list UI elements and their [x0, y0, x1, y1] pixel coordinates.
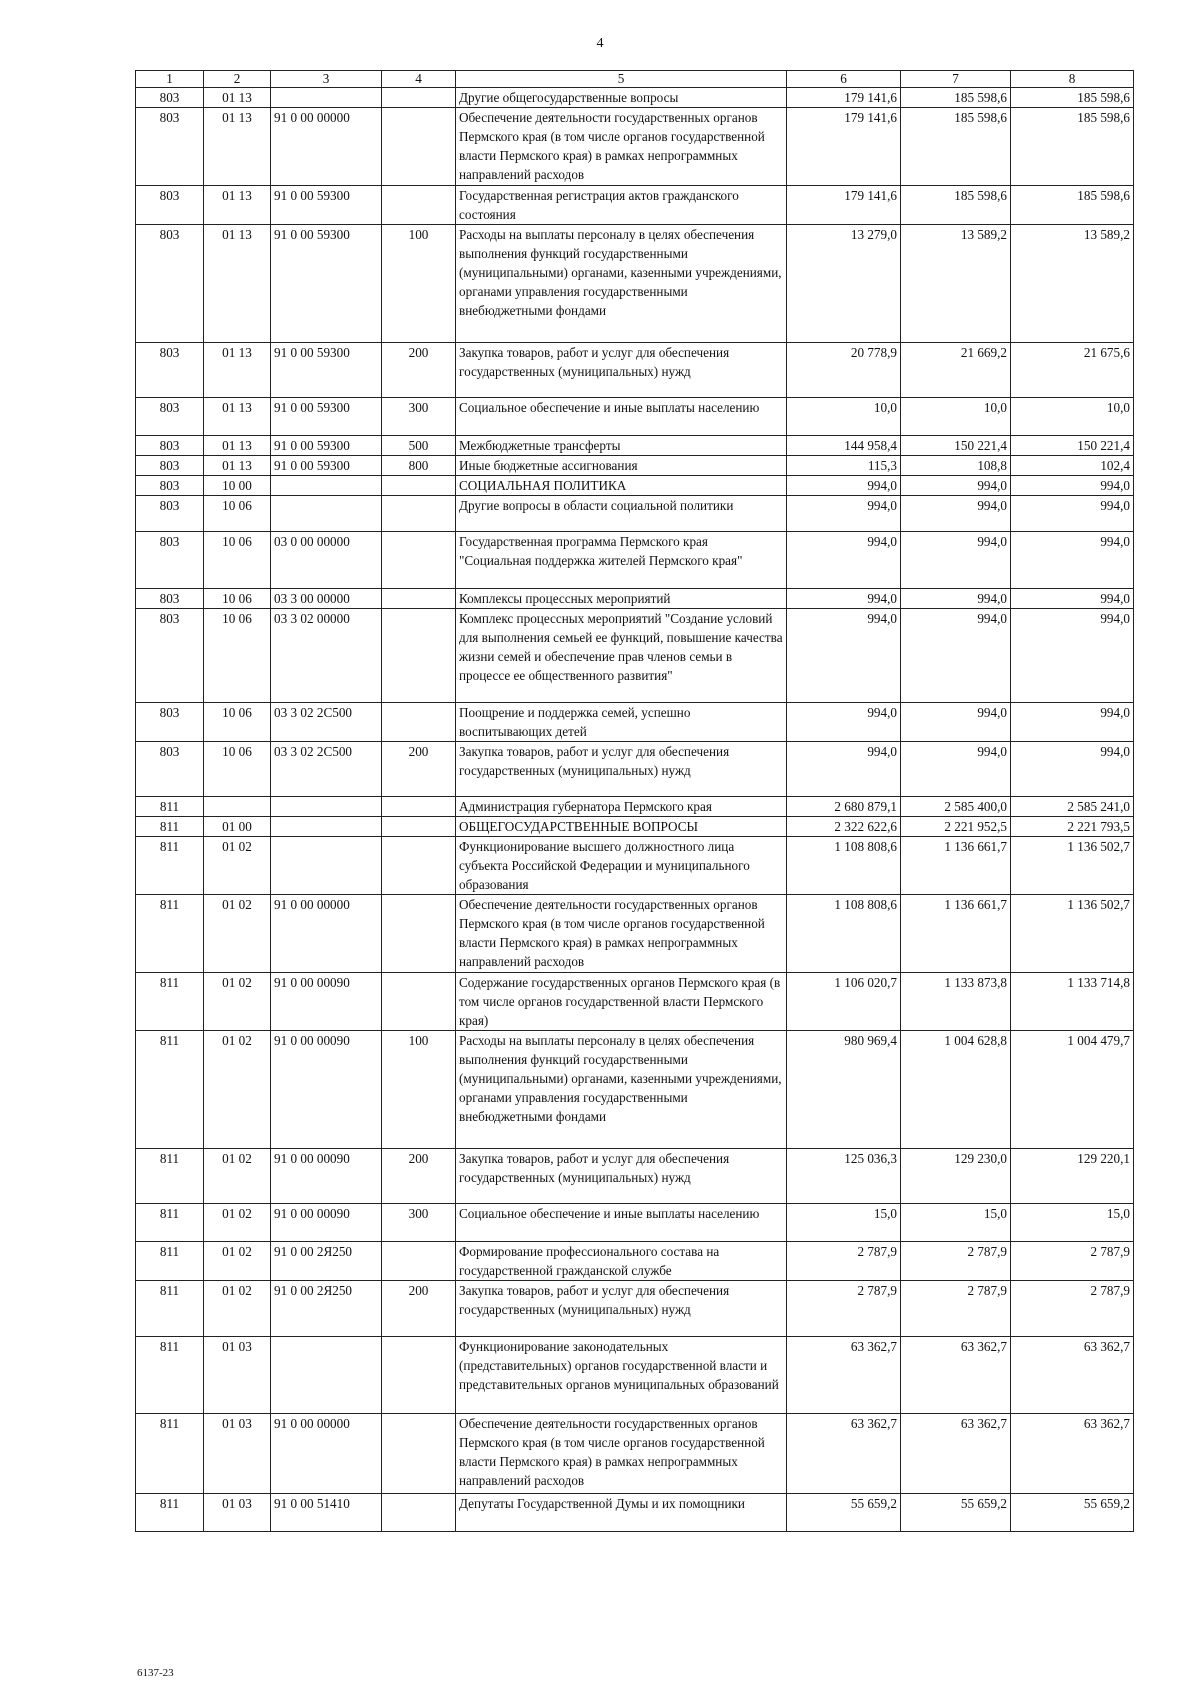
cell-amount-7: 994,0	[901, 703, 1011, 742]
cell-target-article	[271, 496, 382, 532]
cell-amount-7: 1 004 628,8	[901, 1031, 1011, 1149]
column-header: 8	[1011, 71, 1134, 88]
cell-target-article: 91 0 00 2Я250	[271, 1242, 382, 1281]
table-row	[136, 1494, 1134, 1532]
cell-target-article	[271, 797, 382, 817]
cell-expense-type: 200	[382, 1281, 456, 1337]
cell-amount-6: 2 787,9	[787, 1281, 901, 1337]
cell-target-article: 91 0 00 00000	[271, 1414, 382, 1494]
cell-section: 01 02	[204, 895, 271, 973]
cell-target-article: 03 0 00 00000	[271, 532, 382, 589]
cell-expense-type	[382, 837, 456, 895]
cell-section: 01 13	[204, 225, 271, 343]
cell-amount-7: 1 136 661,7	[901, 895, 1011, 973]
cell-amount-6: 10,0	[787, 398, 901, 436]
table-row	[136, 895, 1134, 973]
cell-description: Обеспечение деятельности государственных органов Пермского края (в том числе органов государственной власти Пермского края) в рамках непрограммных направлений расходов	[456, 108, 787, 186]
table-row	[136, 1281, 1134, 1337]
cell-target-article: 91 0 00 59300	[271, 343, 382, 398]
cell-target-article	[271, 476, 382, 496]
cell-gr: 811	[136, 1149, 204, 1204]
cell-target-article: 91 0 00 59300	[271, 225, 382, 343]
table-row	[136, 589, 1134, 609]
cell-gr: 811	[136, 817, 204, 837]
cell-target-article	[271, 817, 382, 837]
cell-section: 01 03	[204, 1337, 271, 1414]
cell-amount-8: 994,0	[1011, 742, 1134, 797]
cell-description: Формирование профессионального состава на государственной гражданской службе	[456, 1242, 787, 1281]
cell-section: 10 06	[204, 703, 271, 742]
cell-amount-8: 994,0	[1011, 476, 1134, 496]
cell-amount-8: 994,0	[1011, 532, 1134, 589]
cell-amount-7: 185 598,6	[901, 88, 1011, 108]
cell-amount-8: 994,0	[1011, 589, 1134, 609]
table-row	[136, 532, 1134, 589]
cell-amount-6: 63 362,7	[787, 1414, 901, 1494]
cell-amount-8: 63 362,7	[1011, 1337, 1134, 1414]
cell-amount-7: 185 598,6	[901, 186, 1011, 225]
cell-target-article: 03 3 02 2С500	[271, 703, 382, 742]
cell-amount-8: 15,0	[1011, 1204, 1134, 1242]
cell-description: Поощрение и поддержка семей, успешно воспитывающих детей	[456, 703, 787, 742]
cell-expense-type	[382, 532, 456, 589]
cell-description: Обеспечение деятельности государственных органов Пермского края (в том числе органов государственной власти Пермского края) в рамках непрограммных направлений расходов	[456, 895, 787, 973]
cell-section: 01 13	[204, 108, 271, 186]
cell-gr: 803	[136, 609, 204, 703]
cell-expense-type	[382, 1494, 456, 1532]
cell-description: Расходы на выплаты персоналу в целях обеспечения выполнения функций государственными (муниципальными) органами, казенными учреждениями, органами управления государственными внебюджетными фондами	[456, 225, 787, 343]
cell-amount-8: 185 598,6	[1011, 186, 1134, 225]
cell-amount-6: 994,0	[787, 589, 901, 609]
cell-description: Социальное обеспечение и иные выплаты населению	[456, 1204, 787, 1242]
table-row	[136, 186, 1134, 225]
budget-table-body	[136, 88, 1134, 1532]
cell-target-article: 91 0 00 00000	[271, 108, 382, 186]
cell-amount-7: 1 133 873,8	[901, 973, 1011, 1031]
cell-expense-type: 500	[382, 436, 456, 456]
table-row	[136, 476, 1134, 496]
cell-amount-7: 994,0	[901, 742, 1011, 797]
cell-amount-6: 55 659,2	[787, 1494, 901, 1532]
table-row	[136, 343, 1134, 398]
cell-amount-6: 115,3	[787, 456, 901, 476]
cell-amount-8: 2 787,9	[1011, 1242, 1134, 1281]
cell-amount-6: 179 141,6	[787, 186, 901, 225]
cell-amount-6: 1 108 808,6	[787, 837, 901, 895]
cell-gr: 803	[136, 436, 204, 456]
cell-section: 01 03	[204, 1414, 271, 1494]
cell-description: Социальное обеспечение и иные выплаты населению	[456, 398, 787, 436]
cell-amount-6: 994,0	[787, 496, 901, 532]
cell-description: Комплекс процессных мероприятий "Создание условий для выполнения семьей ее функций, повышение качества жизни семей и обеспечение прав членов семьи в процессе ее общественного развития"	[456, 609, 787, 703]
cell-description: Закупка товаров, работ и услуг для обеспечения государственных (муниципальных) нужд	[456, 742, 787, 797]
cell-description: ОБЩЕГОСУДАРСТВЕННЫЕ ВОПРОСЫ	[456, 817, 787, 837]
cell-gr: 811	[136, 1204, 204, 1242]
cell-description: Другие вопросы в области социальной политики	[456, 496, 787, 532]
cell-amount-6: 994,0	[787, 703, 901, 742]
cell-amount-8: 21 675,6	[1011, 343, 1134, 398]
cell-amount-8: 994,0	[1011, 609, 1134, 703]
cell-section: 01 02	[204, 837, 271, 895]
table-row	[136, 1242, 1134, 1281]
cell-amount-6: 994,0	[787, 609, 901, 703]
cell-description: Государственная регистрация актов гражданского состояния	[456, 186, 787, 225]
cell-amount-7: 2 585 400,0	[901, 797, 1011, 817]
cell-description: Администрация губернатора Пермского края	[456, 797, 787, 817]
cell-target-article: 91 0 00 59300	[271, 186, 382, 225]
cell-amount-8: 185 598,6	[1011, 88, 1134, 108]
cell-amount-6: 179 141,6	[787, 88, 901, 108]
cell-gr: 811	[136, 895, 204, 973]
cell-section: 01 00	[204, 817, 271, 837]
cell-section: 10 06	[204, 589, 271, 609]
cell-gr: 811	[136, 1414, 204, 1494]
cell-section: 01 13	[204, 456, 271, 476]
cell-section: 01 02	[204, 1204, 271, 1242]
cell-section: 10 06	[204, 496, 271, 532]
cell-expense-type	[382, 703, 456, 742]
table-row	[136, 609, 1134, 703]
table-row	[136, 88, 1134, 108]
cell-gr: 803	[136, 88, 204, 108]
column-header: 7	[901, 71, 1011, 88]
cell-description: Межбюджетные трансферты	[456, 436, 787, 456]
cell-section: 01 13	[204, 88, 271, 108]
cell-amount-8: 63 362,7	[1011, 1414, 1134, 1494]
table-row	[136, 1031, 1134, 1149]
cell-gr: 803	[136, 343, 204, 398]
page-number: 4	[596, 36, 604, 51]
cell-description: Государственная программа Пермского края "Социальная поддержка жителей Пермского края"	[456, 532, 787, 589]
cell-section: 01 13	[204, 398, 271, 436]
cell-amount-6: 2 322 622,6	[787, 817, 901, 837]
cell-description: Закупка товаров, работ и услуг для обеспечения государственных (муниципальных) нужд	[456, 1281, 787, 1337]
cell-section: 01 02	[204, 1242, 271, 1281]
cell-gr: 811	[136, 797, 204, 817]
cell-amount-8: 1 004 479,7	[1011, 1031, 1134, 1149]
cell-amount-8: 10,0	[1011, 398, 1134, 436]
cell-target-article: 03 3 00 00000	[271, 589, 382, 609]
cell-description: Функционирование высшего должностного лица субъекта Российской Федерации и муниципального образования	[456, 837, 787, 895]
cell-gr: 803	[136, 456, 204, 476]
cell-amount-7: 994,0	[901, 476, 1011, 496]
cell-expense-type: 300	[382, 398, 456, 436]
cell-amount-8: 1 136 502,7	[1011, 837, 1134, 895]
column-header: 6	[787, 71, 901, 88]
cell-section: 01 03	[204, 1494, 271, 1532]
table-row	[136, 1337, 1134, 1414]
cell-section: 10 00	[204, 476, 271, 496]
cell-description: Иные бюджетные ассигнования	[456, 456, 787, 476]
cell-gr: 803	[136, 703, 204, 742]
cell-amount-6: 20 778,9	[787, 343, 901, 398]
table-row	[136, 398, 1134, 436]
cell-description: Содержание государственных органов Пермского края (в том числе органов государственной власти Пермского края)	[456, 973, 787, 1031]
column-header: 5	[456, 71, 787, 88]
cell-gr: 803	[136, 496, 204, 532]
cell-expense-type	[382, 476, 456, 496]
cell-gr: 803	[136, 589, 204, 609]
cell-target-article: 91 0 00 59300	[271, 436, 382, 456]
table-row	[136, 817, 1134, 837]
cell-amount-7: 1 136 661,7	[901, 837, 1011, 895]
cell-amount-6: 63 362,7	[787, 1337, 901, 1414]
table-row	[136, 456, 1134, 476]
cell-amount-6: 2 680 879,1	[787, 797, 901, 817]
cell-expense-type	[382, 108, 456, 186]
cell-amount-8: 2 787,9	[1011, 1281, 1134, 1337]
cell-amount-7: 63 362,7	[901, 1414, 1011, 1494]
cell-description: Закупка товаров, работ и услуг для обеспечения государственных (муниципальных) нужд	[456, 1149, 787, 1204]
cell-target-article: 91 0 00 00090	[271, 1204, 382, 1242]
cell-target-article: 91 0 00 2Я250	[271, 1281, 382, 1337]
cell-target-article: 91 0 00 59300	[271, 456, 382, 476]
cell-amount-8: 150 221,4	[1011, 436, 1134, 456]
cell-amount-7: 150 221,4	[901, 436, 1011, 456]
cell-amount-8: 1 136 502,7	[1011, 895, 1134, 973]
table-row	[136, 436, 1134, 456]
cell-amount-7: 994,0	[901, 609, 1011, 703]
cell-amount-8: 1 133 714,8	[1011, 973, 1134, 1031]
cell-target-article	[271, 837, 382, 895]
cell-description: Функционирование законодательных (представительных) органов государственной власти и представительных органов муниципальных образований	[456, 1337, 787, 1414]
cell-description: Обеспечение деятельности государственных органов Пермского края (в том числе органов государственной власти Пермского края) в рамках непрограммных направлений расходов	[456, 1414, 787, 1494]
cell-amount-8: 55 659,2	[1011, 1494, 1134, 1532]
table-row	[136, 742, 1134, 797]
cell-description: Депутаты Государственной Думы и их помощники	[456, 1494, 787, 1532]
cell-gr: 803	[136, 476, 204, 496]
table-row	[136, 225, 1134, 343]
cell-amount-6: 125 036,3	[787, 1149, 901, 1204]
cell-target-article: 91 0 00 00090	[271, 1031, 382, 1149]
cell-section: 01 02	[204, 1281, 271, 1337]
cell-expense-type	[382, 817, 456, 837]
cell-expense-type: 100	[382, 1031, 456, 1149]
cell-amount-7: 15,0	[901, 1204, 1011, 1242]
table-row	[136, 973, 1134, 1031]
cell-expense-type	[382, 895, 456, 973]
cell-amount-7: 13 589,2	[901, 225, 1011, 343]
cell-expense-type	[382, 88, 456, 108]
cell-section: 01 02	[204, 1149, 271, 1204]
cell-amount-6: 1 108 808,6	[787, 895, 901, 973]
cell-gr: 803	[136, 398, 204, 436]
cell-amount-7: 129 230,0	[901, 1149, 1011, 1204]
table-row	[136, 837, 1134, 895]
cell-amount-6: 144 958,4	[787, 436, 901, 456]
cell-target-article	[271, 1337, 382, 1414]
table-row	[136, 496, 1134, 532]
cell-amount-6: 994,0	[787, 476, 901, 496]
cell-target-article: 91 0 00 00000	[271, 895, 382, 973]
cell-section: 10 06	[204, 532, 271, 589]
cell-target-article: 91 0 00 59300	[271, 398, 382, 436]
cell-amount-8: 2 221 793,5	[1011, 817, 1134, 837]
cell-section: 01 02	[204, 973, 271, 1031]
cell-expense-type: 800	[382, 456, 456, 476]
cell-amount-7: 994,0	[901, 496, 1011, 532]
cell-amount-7: 21 669,2	[901, 343, 1011, 398]
cell-expense-type	[382, 797, 456, 817]
column-header: 3	[271, 71, 382, 88]
column-header: 4	[382, 71, 456, 88]
cell-amount-7: 2 787,9	[901, 1242, 1011, 1281]
table-row	[136, 1414, 1134, 1494]
cell-gr: 803	[136, 186, 204, 225]
cell-expense-type: 100	[382, 225, 456, 343]
cell-amount-7: 185 598,6	[901, 108, 1011, 186]
cell-section	[204, 797, 271, 817]
cell-expense-type	[382, 1414, 456, 1494]
cell-target-article: 91 0 00 00090	[271, 1149, 382, 1204]
cell-amount-8: 129 220,1	[1011, 1149, 1134, 1204]
cell-section: 10 06	[204, 742, 271, 797]
table-row	[136, 797, 1134, 817]
cell-amount-7: 108,8	[901, 456, 1011, 476]
cell-description: Закупка товаров, работ и услуг для обеспечения государственных (муниципальных) нужд	[456, 343, 787, 398]
cell-gr: 803	[136, 108, 204, 186]
cell-section: 01 13	[204, 436, 271, 456]
cell-amount-6: 13 279,0	[787, 225, 901, 343]
cell-amount-8: 2 585 241,0	[1011, 797, 1134, 817]
cell-expense-type	[382, 1337, 456, 1414]
cell-target-article: 91 0 00 51410	[271, 1494, 382, 1532]
cell-gr: 803	[136, 225, 204, 343]
cell-expense-type	[382, 589, 456, 609]
cell-gr: 811	[136, 1337, 204, 1414]
cell-gr: 811	[136, 1242, 204, 1281]
column-header: 2	[204, 71, 271, 88]
cell-expense-type: 200	[382, 1149, 456, 1204]
cell-target-article: 03 3 02 2С500	[271, 742, 382, 797]
cell-gr: 803	[136, 532, 204, 589]
cell-amount-6: 2 787,9	[787, 1242, 901, 1281]
cell-amount-7: 2 221 952,5	[901, 817, 1011, 837]
cell-amount-7: 994,0	[901, 589, 1011, 609]
cell-expense-type	[382, 609, 456, 703]
cell-amount-6: 1 106 020,7	[787, 973, 901, 1031]
cell-amount-7: 994,0	[901, 532, 1011, 589]
column-header: 1	[136, 71, 204, 88]
cell-expense-type: 300	[382, 1204, 456, 1242]
cell-amount-8: 994,0	[1011, 496, 1134, 532]
cell-gr: 811	[136, 973, 204, 1031]
table-row	[136, 1204, 1134, 1242]
cell-amount-7: 63 362,7	[901, 1337, 1011, 1414]
document-code: 6137-23	[137, 1667, 174, 1679]
cell-target-article: 91 0 00 00090	[271, 973, 382, 1031]
cell-section: 01 13	[204, 343, 271, 398]
cell-description: Расходы на выплаты персоналу в целях обеспечения выполнения функций государственными (муниципальными) органами, казенными учреждениями, органами управления государственными внебюджетными фондами	[456, 1031, 787, 1149]
table-header-row	[136, 71, 1134, 88]
cell-gr: 811	[136, 1494, 204, 1532]
cell-expense-type	[382, 186, 456, 225]
cell-amount-8: 13 589,2	[1011, 225, 1134, 343]
cell-amount-7: 2 787,9	[901, 1281, 1011, 1337]
cell-amount-8: 185 598,6	[1011, 108, 1134, 186]
cell-amount-8: 994,0	[1011, 703, 1134, 742]
cell-expense-type: 200	[382, 343, 456, 398]
cell-description: СОЦИАЛЬНАЯ ПОЛИТИКА	[456, 476, 787, 496]
cell-gr: 811	[136, 1031, 204, 1149]
cell-section: 10 06	[204, 609, 271, 703]
cell-amount-7: 10,0	[901, 398, 1011, 436]
cell-expense-type	[382, 1242, 456, 1281]
cell-amount-6: 15,0	[787, 1204, 901, 1242]
cell-section: 01 13	[204, 186, 271, 225]
cell-description: Другие общегосударственные вопросы	[456, 88, 787, 108]
cell-gr: 811	[136, 837, 204, 895]
table-row	[136, 1149, 1134, 1204]
cell-amount-6: 994,0	[787, 742, 901, 797]
cell-gr: 803	[136, 742, 204, 797]
cell-expense-type	[382, 973, 456, 1031]
cell-expense-type	[382, 496, 456, 532]
table-row	[136, 108, 1134, 186]
cell-amount-6: 994,0	[787, 532, 901, 589]
table-row	[136, 703, 1134, 742]
cell-description: Комплексы процессных мероприятий	[456, 589, 787, 609]
cell-amount-8: 102,4	[1011, 456, 1134, 476]
cell-target-article	[271, 88, 382, 108]
budget-table	[135, 70, 1134, 1532]
cell-amount-6: 980 969,4	[787, 1031, 901, 1149]
cell-target-article: 03 3 02 00000	[271, 609, 382, 703]
cell-amount-6: 179 141,6	[787, 108, 901, 186]
cell-gr: 811	[136, 1281, 204, 1337]
cell-section: 01 02	[204, 1031, 271, 1149]
cell-expense-type: 200	[382, 742, 456, 797]
cell-amount-7: 55 659,2	[901, 1494, 1011, 1532]
